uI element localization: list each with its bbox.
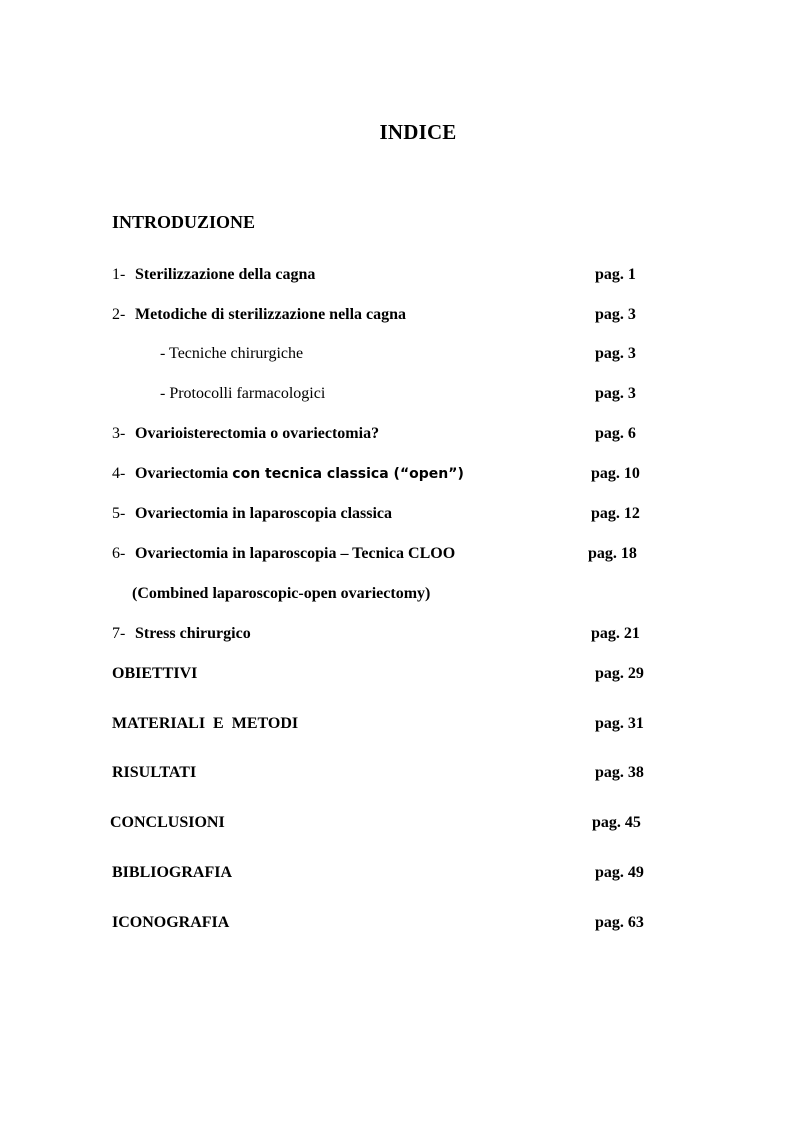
toc-entry-7[interactable] xyxy=(0,623,794,645)
entry-page: pag. 21 xyxy=(591,625,640,642)
section-page: pag. 38 xyxy=(595,764,644,781)
entry-number: 4- xyxy=(112,465,126,482)
section-page: pag. 45 xyxy=(592,814,641,831)
section-label: ICONOGRAFIA xyxy=(112,914,230,931)
entry-label: Metodiche di sterilizzazione nella cagna xyxy=(135,306,407,323)
entry-number: 6- xyxy=(112,545,126,562)
entry-label-part-b: con tecnica classica (“open”) xyxy=(232,466,464,482)
page-title: INDICE xyxy=(379,120,457,144)
toc-section-risultati[interactable] xyxy=(0,762,794,784)
entry-number: 3- xyxy=(112,425,126,442)
toc-subentry-protocolli-farmacologici[interactable] xyxy=(0,383,794,405)
entry-number: 7- xyxy=(112,625,126,642)
subentry-label: - Protocolli farmacologici xyxy=(160,385,326,402)
entry-label: Ovariectomia in laparoscopia – Tecnica CLOO xyxy=(135,545,456,562)
section-label: CONCLUSIONI xyxy=(110,814,225,831)
entry-number: 2- xyxy=(112,306,126,323)
subentry-label: - Tecniche chirurgiche xyxy=(160,345,304,362)
section-label: OBIETTIVI xyxy=(112,665,198,682)
toc-entry-1[interactable] xyxy=(0,264,794,286)
toc-entry-6[interactable] xyxy=(0,543,794,565)
section-page: pag. 29 xyxy=(595,665,644,682)
entry-page: pag. 1 xyxy=(595,266,636,283)
entry-number: 5- xyxy=(112,505,126,522)
introduction-heading: INTRODUZIONE xyxy=(112,212,256,232)
section-label: RISULTATI xyxy=(112,764,197,781)
entry-page: pag. 12 xyxy=(591,505,640,522)
entry-page: pag. 3 xyxy=(595,385,636,402)
entry-page: pag. 10 xyxy=(591,465,640,482)
section-label: MATERIALI E METODI xyxy=(112,715,299,732)
section-page: pag. 49 xyxy=(595,864,644,881)
toc-section-obiettivi[interactable] xyxy=(0,663,794,685)
entry-label-part-a: Ovariectomia xyxy=(135,465,233,482)
toc-entry-6-subtitle xyxy=(0,583,794,605)
entry-label: Stress chirurgico xyxy=(135,625,251,642)
entry-page: pag. 3 xyxy=(595,306,636,323)
section-page: pag. 31 xyxy=(595,715,644,732)
entry-number: 1- xyxy=(112,266,126,283)
section-page: pag. 63 xyxy=(595,914,644,931)
entry-subtitle: (Combined laparoscopic-open ovariectomy) xyxy=(132,585,431,602)
toc-entry-5[interactable] xyxy=(0,503,794,525)
section-label: BIBLIOGRAFIA xyxy=(112,864,233,881)
toc-section-materiali-e-metodi[interactable] xyxy=(0,713,794,735)
entry-label xyxy=(135,463,464,485)
toc-section-conclusioni[interactable] xyxy=(0,812,794,834)
toc-section-iconografia[interactable] xyxy=(0,912,794,934)
toc-entry-3[interactable] xyxy=(0,423,794,445)
toc-entry-4[interactable] xyxy=(0,463,794,485)
toc-subentry-tecniche-chirurgiche[interactable] xyxy=(0,343,794,365)
entry-label: Ovariectomia in laparoscopia classica xyxy=(135,505,393,522)
entry-page: pag. 6 xyxy=(595,425,636,442)
toc-section-bibliografia[interactable] xyxy=(0,862,794,884)
entry-label: Ovarioisterectomia o ovariectomia? xyxy=(135,425,380,442)
toc-entry-2[interactable] xyxy=(0,304,794,326)
entry-page: pag. 3 xyxy=(595,345,636,362)
entry-label: Sterilizzazione della cagna xyxy=(135,266,316,283)
entry-page: pag. 18 xyxy=(588,545,637,562)
